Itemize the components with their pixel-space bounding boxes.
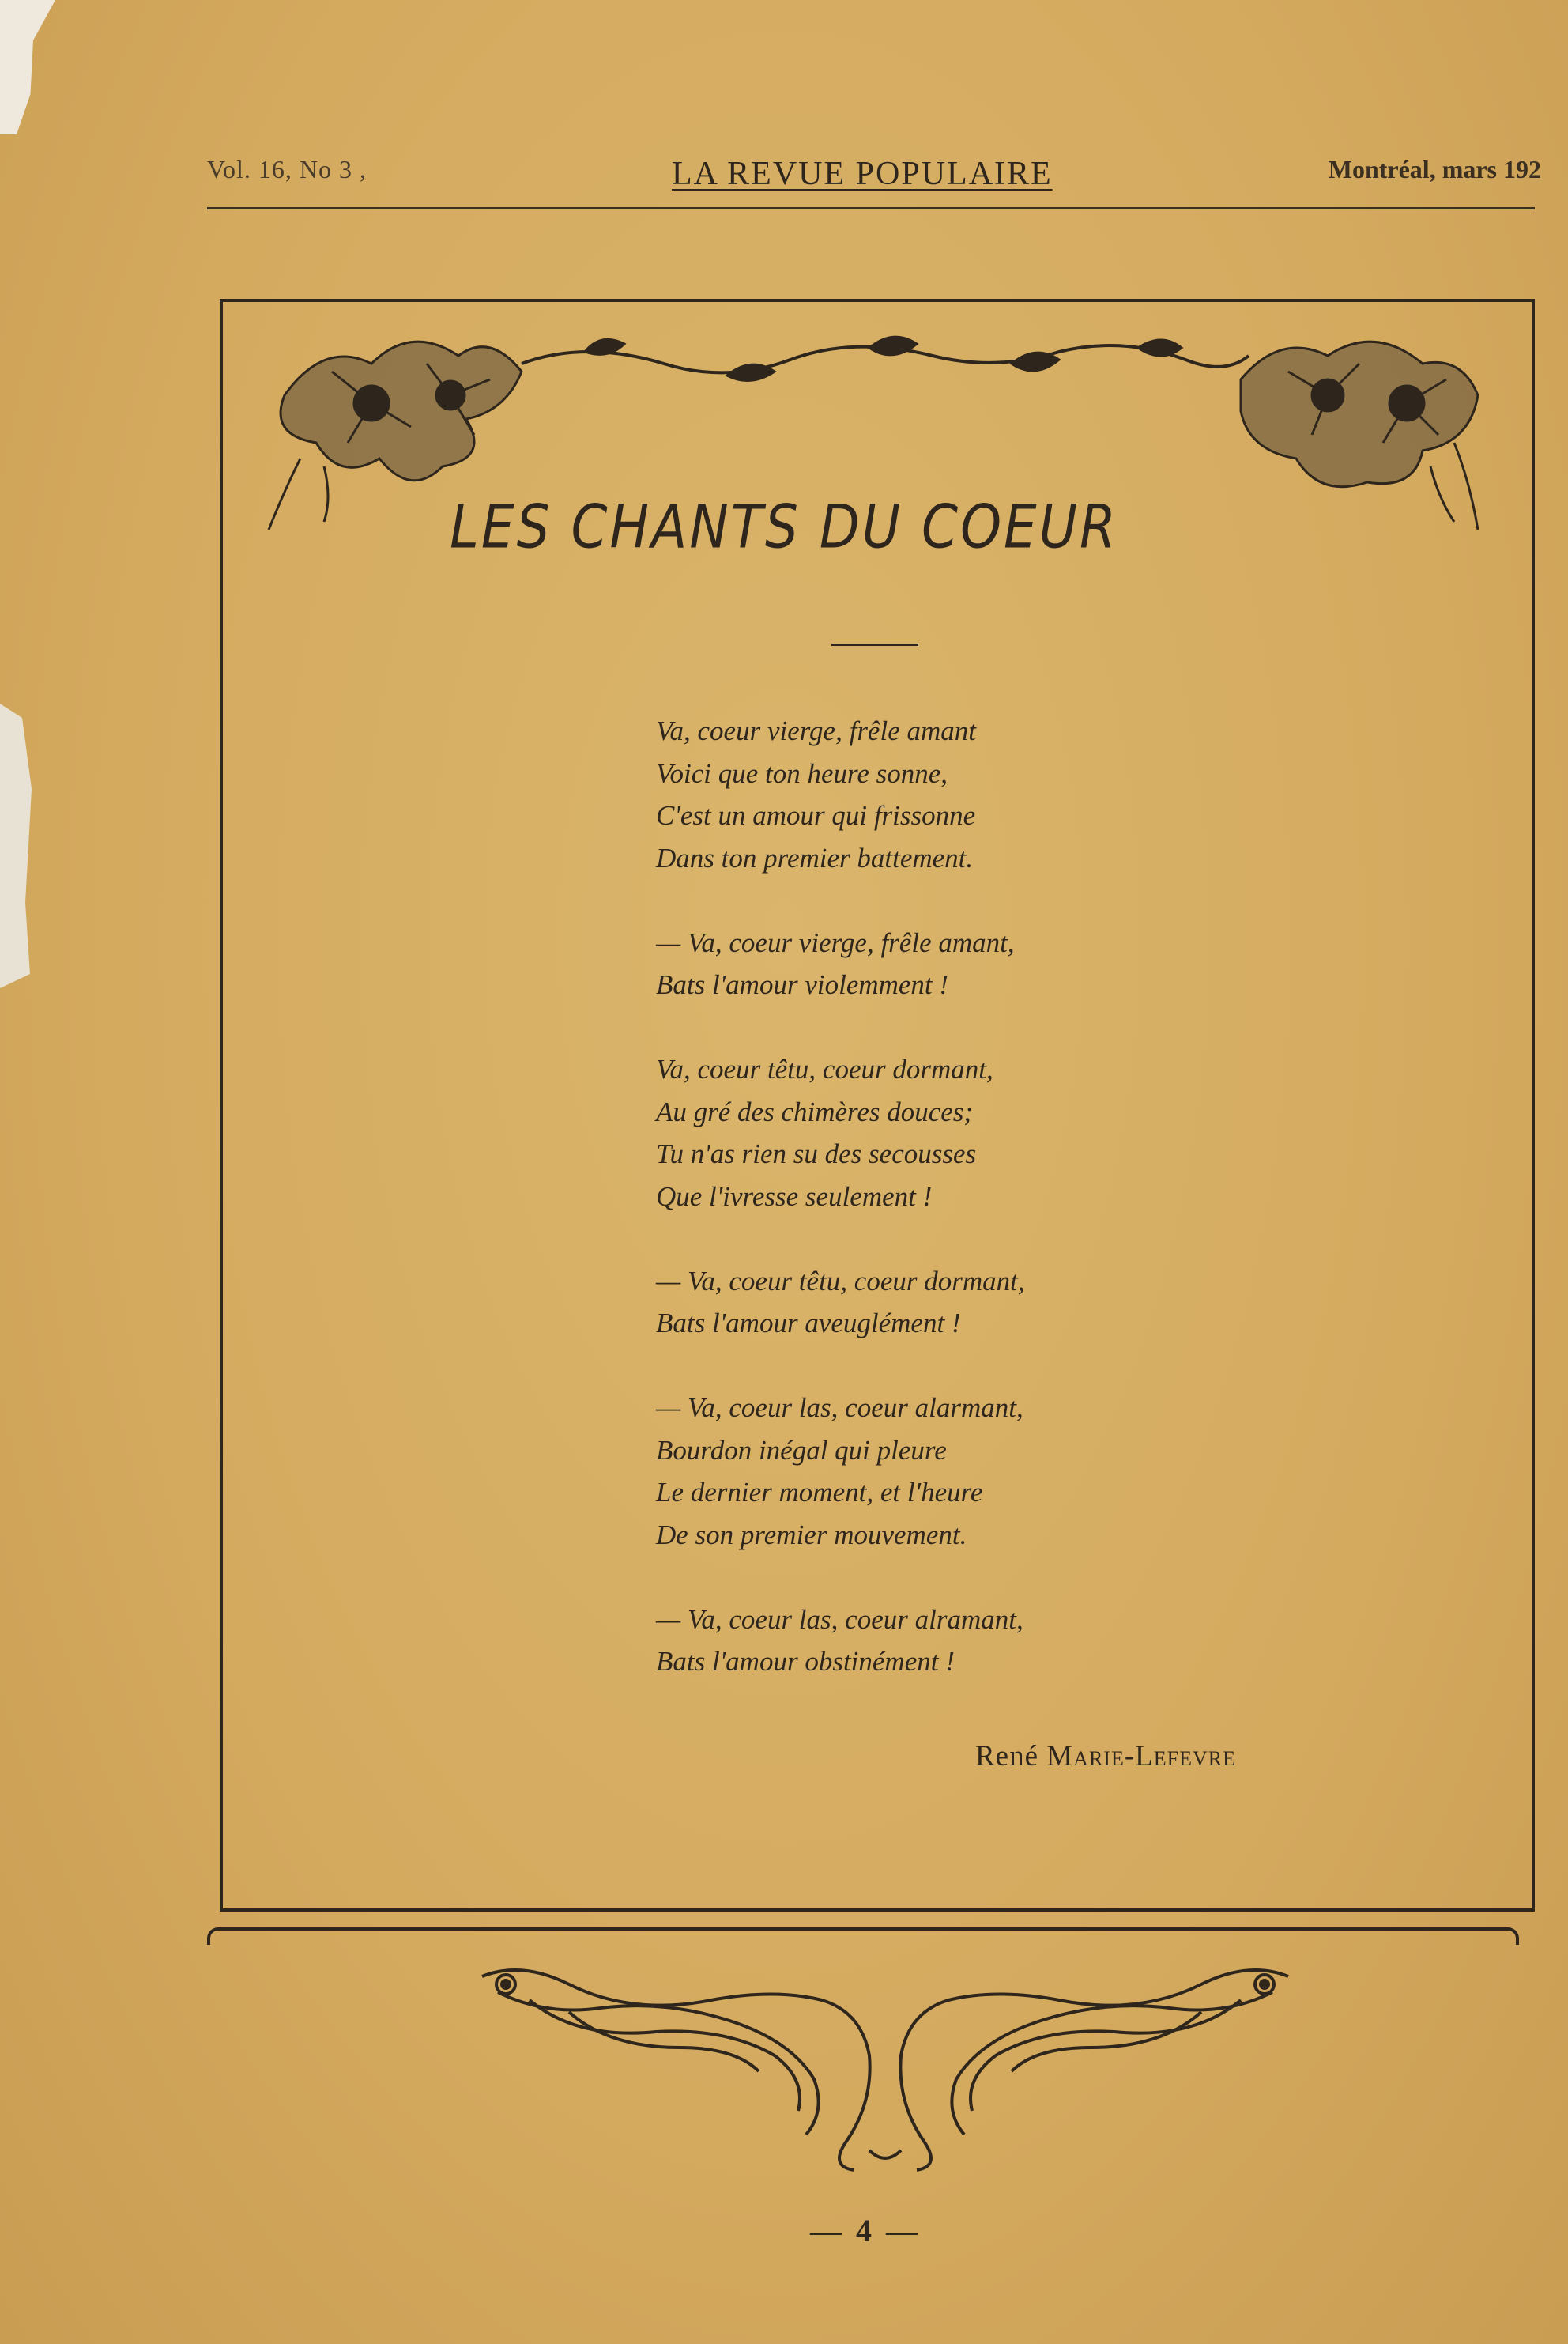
poem-line: Le dernier moment, et l'heure xyxy=(656,1477,983,1508)
stanza xyxy=(656,1599,1367,1683)
stanza xyxy=(656,1387,1367,1556)
header-rule xyxy=(207,207,1535,209)
poem-line: Bats l'amour obstinément ! xyxy=(656,1646,955,1677)
volume-number: Vol. 16, No 3 , xyxy=(207,155,367,183)
poem-line: — Va, coeur vierge, frêle amant, xyxy=(656,927,1015,958)
poem-line: Va, coeur vierge, frêle amant xyxy=(656,715,976,746)
poem-line: De son premier mouvement. xyxy=(656,1519,967,1550)
poem-body xyxy=(656,710,1367,1725)
publication-title: LA REVUE POPULAIRE xyxy=(672,156,1053,192)
running-header xyxy=(207,155,1541,193)
poem-line: Va, coeur têtu, coeur dormant, xyxy=(656,1054,993,1085)
poem-line: — Va, coeur las, coeur alramant, xyxy=(656,1603,1023,1635)
poem-line: Voici que ton heure sonne, xyxy=(656,757,948,789)
poem-line: Bourdon inégal qui pleure xyxy=(656,1434,947,1466)
stanza xyxy=(656,1260,1367,1345)
poem-line: — Va, coeur têtu, coeur dormant, xyxy=(656,1265,1025,1297)
poem-line: Tu n'as rien su des secousses xyxy=(656,1138,977,1169)
poem-line: C'est un amour qui frissonne xyxy=(656,800,976,831)
stanza xyxy=(656,710,1367,879)
poem-line: Que l'ivresse seulement ! xyxy=(656,1180,933,1212)
poem-line: Bats l'amour aveuglément ! xyxy=(656,1308,961,1338)
poem-line: — Va, coeur las, coeur alarmant, xyxy=(656,1392,1023,1423)
poem-author xyxy=(975,1739,1236,1773)
place-date: Montréal, mars 192 xyxy=(1328,155,1541,183)
title-rule xyxy=(831,644,918,646)
scroll-ornament-bottom xyxy=(474,1953,1296,2174)
stanza xyxy=(656,922,1367,1006)
poem-line: Bats l'amour violemment ! xyxy=(656,969,949,1000)
page-number: — 4 — xyxy=(810,2213,921,2248)
poem-line: Au gré des chimères douces; xyxy=(656,1096,974,1127)
poem-line: Dans ton premier battement. xyxy=(656,842,974,874)
torn-corner xyxy=(0,0,55,134)
frame-bottom-rule xyxy=(207,1927,1519,1945)
torn-edge xyxy=(0,704,32,988)
author-last-name: Marie-Lefevre xyxy=(1046,1740,1236,1772)
author-first-name: René xyxy=(975,1740,1039,1772)
poem-title: LES CHANTS DU COEUR xyxy=(450,492,1118,562)
stanza xyxy=(656,1048,1367,1217)
